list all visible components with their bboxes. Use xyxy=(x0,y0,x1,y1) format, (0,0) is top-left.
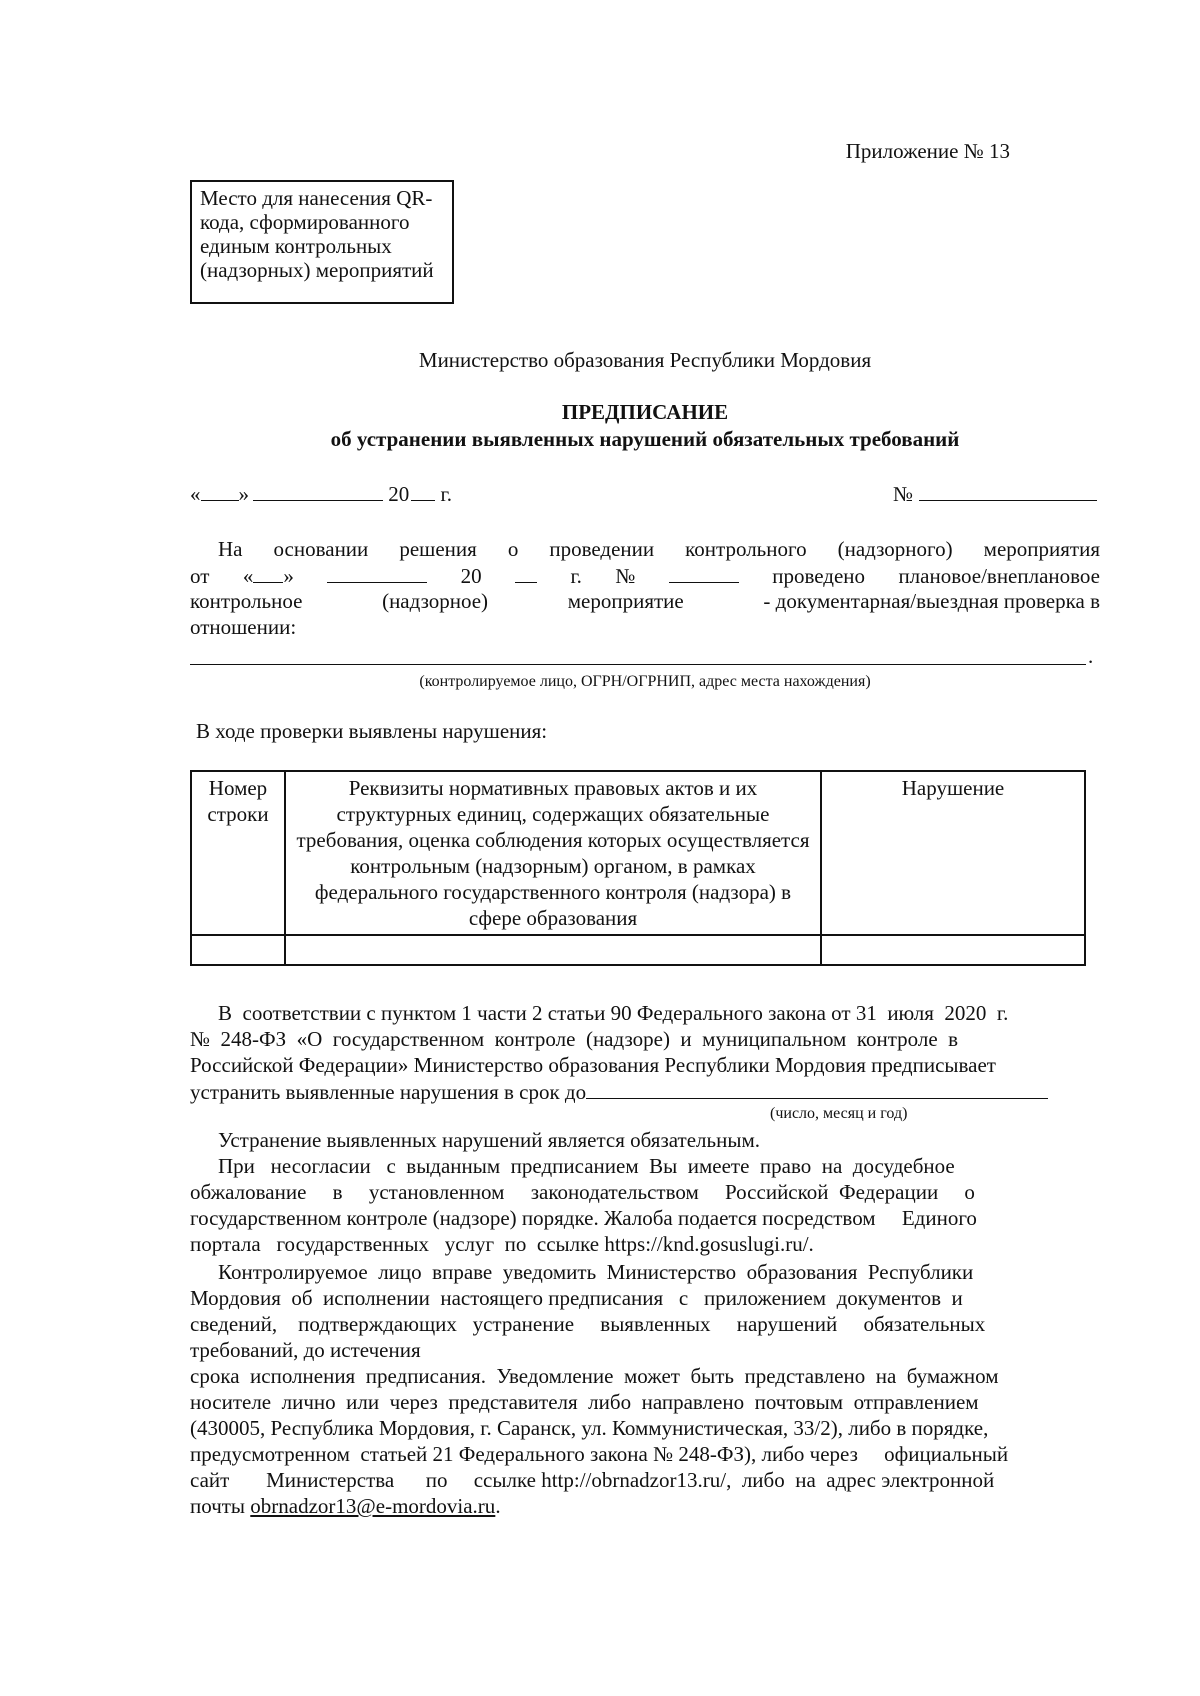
qr-box-line: (надзорных) мероприятий xyxy=(200,258,434,282)
appeal-line-3: государственном контроле (надзоре) порядке. Жалоба подается посредством Единого xyxy=(190,1206,977,1230)
notify-line-5: срока исполнения предписания. Уведомление может быть представлено на бумажном xyxy=(190,1364,999,1388)
notify-line-8: предусмотренном статьей 21 Федерального закона № 248-ФЗ), либо через официальный xyxy=(190,1442,1009,1466)
ministry-name: Министерство образования Республики Мордовия xyxy=(418,348,872,372)
appendix-number: Приложение № 13 xyxy=(845,139,1010,163)
qr-box-line: кода, сформированного xyxy=(200,210,410,234)
year-blank[interactable] xyxy=(411,480,435,501)
basis-line-4: отношении: xyxy=(190,615,297,639)
basis-line-1: На основании решения о проведении контрольного (надзорного) мероприятия xyxy=(218,537,1100,561)
notify-line-10: почты obrnadzor13@e-mordovia.ru. xyxy=(190,1494,501,1518)
year-prefix: 20 xyxy=(388,482,410,506)
controlled-entity-blank[interactable] xyxy=(190,664,1086,665)
qr-box-line: Место для нанесения QR- xyxy=(200,186,433,210)
header-row-number: Номер строки xyxy=(191,771,285,935)
deadline-caption: (число, месяц и год) xyxy=(770,1105,908,1122)
date-field xyxy=(190,480,452,507)
order-line-1: В соответствии с пунктом 1 части 2 статьи 90 Федерального закона от 31 июля 2020 г. xyxy=(218,1001,1009,1025)
deadline-blank[interactable] xyxy=(586,1078,1048,1099)
appeal-line-1: При несогласии с выданным предписанием Вы имеете право на досудебное xyxy=(218,1154,955,1178)
basis-line-2: от « » 20 г. № проведено плановое/внеплановое xyxy=(190,564,1100,588)
table-cell-violation[interactable] xyxy=(821,935,1085,965)
order-line-4: устранить выявленные нарушения в срок до xyxy=(190,1078,1048,1105)
table-row xyxy=(191,935,1085,965)
qr-code-placeholder xyxy=(190,180,454,304)
order-line-2: № 248-ФЗ «О государственном контроле (надзоре) и муниципальном контроле в xyxy=(190,1027,959,1051)
email-link[interactable]: obrnadzor13@e-mordovia.ru xyxy=(250,1494,496,1518)
notify-line-9: сайт Министерства по ссылке http://obrnadzor13.ru/, либо на адрес электронной xyxy=(190,1468,995,1492)
basis-day-blank[interactable] xyxy=(253,562,283,583)
basis-month-blank[interactable] xyxy=(327,562,427,583)
year-suffix: г. xyxy=(440,482,452,506)
quote-open: « xyxy=(190,482,201,506)
document-subtitle: об устранении выявленных нарушений обязательных требований xyxy=(330,427,960,451)
table-header-row xyxy=(191,771,1085,935)
notify-line-1: Контролируемое лицо вправе уведомить Министерство образования Республики xyxy=(218,1260,974,1284)
table-cell-requirements[interactable] xyxy=(285,935,821,965)
document-number-blank[interactable] xyxy=(919,480,1097,501)
basis-number-blank[interactable] xyxy=(669,562,739,583)
header-violation: Нарушение xyxy=(821,771,1085,935)
basis-year-blank[interactable] xyxy=(515,562,537,583)
notify-line-7: (430005, Республика Мордовия, г. Саранск, ул. Коммунистическая, 33/2), либо в порядке, xyxy=(190,1416,989,1440)
mandatory-note: Устранение выявленных нарушений является обязательным. xyxy=(218,1128,760,1152)
violations-intro: В ходе проверки выявлены нарушения: xyxy=(196,719,548,743)
header-legal-requirements: Реквизиты нормативных правовых актов и их структурных единиц, содержащих обязательные требования, оценка соблюдения которых осуществляется контрольным (надзорным) органом, в рамках федерального государственного контроля (надзора) в сфере образования xyxy=(285,771,821,935)
table-cell-number[interactable] xyxy=(191,935,285,965)
notify-line-2: Мордовия об исполнении настоящего предписания с приложением документов и xyxy=(190,1286,963,1310)
order-line-3: Российской Федерации» Министерство образования Республики Мордовия предписывает xyxy=(190,1053,996,1077)
line-end-dot: . xyxy=(1088,644,1094,668)
document-title: ПРЕДПИСАНИЕ xyxy=(561,400,729,424)
violations-table xyxy=(190,770,1086,966)
appeal-line-2: обжалование в установленном законодательством Российской Федерации о xyxy=(190,1180,975,1204)
controlled-entity-caption: (контролируемое лицо, ОГРН/ОГРНИП, адрес места нахождения) xyxy=(419,673,871,690)
notify-line-6: носителе лично или через представителя либо направлено почтовым отправлением xyxy=(190,1390,979,1414)
basis-line-3: контрольное (надзорное) мероприятие - документарная/выездная проверка в xyxy=(190,589,1100,613)
number-sign: № xyxy=(893,482,914,506)
appeal-line-4: портала государственных услуг по ссылке https://knd.gosuslugi.ru/. xyxy=(190,1232,814,1256)
quote-close: » xyxy=(238,482,249,506)
document-number-field xyxy=(893,480,1097,507)
day-blank[interactable] xyxy=(201,480,239,501)
notify-line-4: требований, до истечения xyxy=(190,1338,421,1362)
notify-line-3: сведений, подтверждающих устранение выявленных нарушений обязательных xyxy=(190,1312,986,1336)
month-blank[interactable] xyxy=(253,480,383,501)
qr-box-line: единым контрольных xyxy=(200,234,392,258)
